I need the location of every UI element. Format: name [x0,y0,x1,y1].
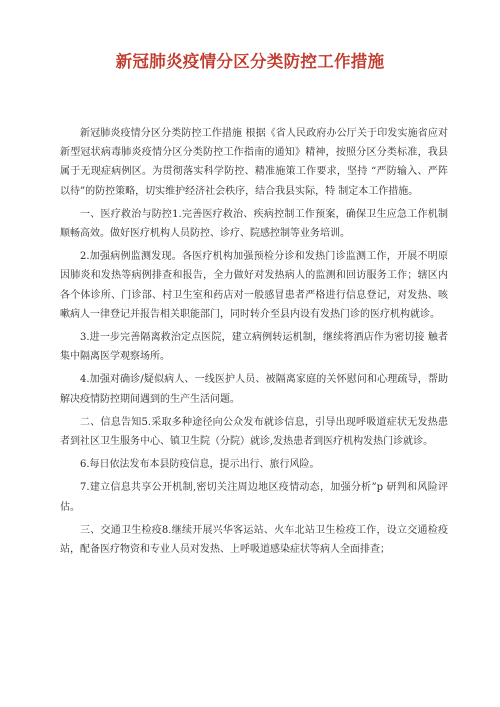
paragraph-information-notice: 二、信息告知5.采取多种途径向公众发布就诊信息，引导出现呼吸道症状无发热患者到社区卫生服务中心、镇卫生院（分院）就诊,发热患者到医疗机构发热门诊就诊。 [60,416,448,448]
paragraph-isolation: 3.进一步完善隔离救治定点医院，建立病例转运机制，继续将酒店作为密切接 触者集中隔离医学观察场所。 [60,332,448,363]
document-title: 新冠肺炎疫情分区分类防控工作措施 [115,52,385,71]
paragraph-medical-treatment: 一、医疗救治与防控1.完善医疗救治、疾病控制工作预案，确保卫生应急工作机制顺畅高效。做好医疗机构人员防控、诊疗、院感控制等业务培训。 [60,208,448,240]
paragraph-case-monitoring: 2.加强病例监测发现。各医疗机构加强预检分诊和发热门诊监测工作，开展不明原因肺炎和发热等病例排查和报告，全力做好对发热病人的监测和回访服务工作；辖区内各个体诊所、门诊部、村卫生室和药店对一般感冒患者严格进行信息登记，对发热、咳嗽病人一律登记并报告相关职能部门，同时转介至县内设有发热门诊的医疗机构就诊。 [60,251,448,320]
paragraph-intro: 新冠肺炎疫情分区分类防控工作措施 根据《省人民政府办公厅关于印发实施省应对新型冠状病毒肺炎疫情分区分类防控工作指南的通知》精神，按照分区分类标准，我县属于无现症病例区。为贯彻落实科学防控、精准施策工作要求，坚持 “严防输入、严阵以待”的防控策略，切实维护经济社会秩序，结合我县实际，特 制定本工作措施。 [60,128,448,197]
paragraph-daily-release: 6.每日依法发布本县防疫信息，提示出行、旅行风险。 [80,459,320,471]
paragraph-care-counseling: 4.加强对确诊/疑似病人、一线医护人员、被隔离家庭的关怀慰问和心理疏导，帮助解决疫情防控期间遇到的生产生活问题。 [60,374,448,405]
paragraph-info-sharing: 7.建立信息共享公开机制,密切关注周边地区疫情动态，加强分析”p 研判和风险评估。 [60,482,448,513]
paragraph-traffic-quarantine: 三、交通卫生检疫8.继续开展兴华客运站、火车北站卫生检疫工作，设立交通检疫站，配备医疗物资和专业人员对发热、上呼吸道感染症状等病人全面排查； [60,524,448,556]
document-body [60,124,448,563]
